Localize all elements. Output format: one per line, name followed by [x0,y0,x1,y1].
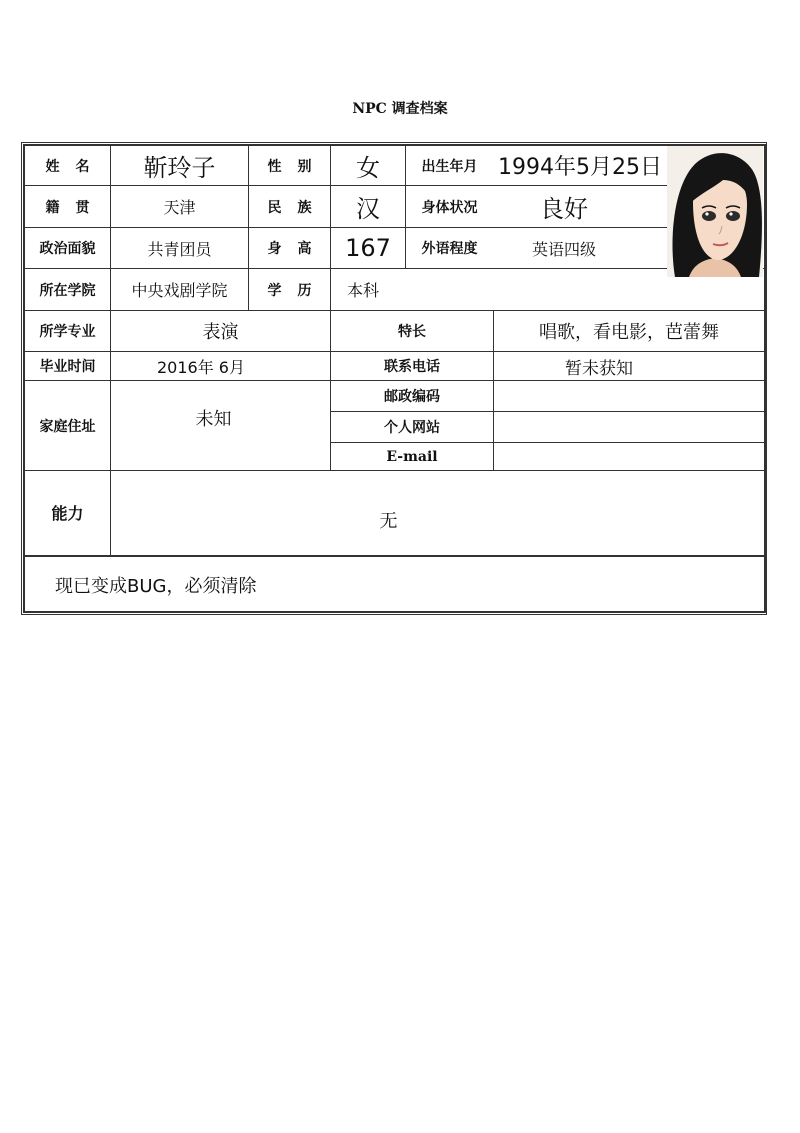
talent-label: 特长 [398,324,426,340]
row-divider [23,555,765,557]
ability-value: 无 [379,511,398,532]
ethnic-value: 汉 [356,195,380,223]
degree-label: 学历 [267,282,328,299]
website-label: 个人网站 [384,420,440,436]
political-value: 共青团员 [147,239,212,259]
degree-value: 本科 [347,281,380,300]
column-divider [764,144,766,613]
major-value: 表演 [202,322,239,343]
ethnic-label: 民族 [267,199,328,216]
ability-label: 能力 [51,504,84,523]
phone-label: 联系电话 [384,359,440,375]
language-value: 英语四级 [531,239,596,259]
grad-value: 2016年 6月 [157,357,245,377]
origin-value: 天津 [163,198,196,217]
portrait-photo [667,146,763,277]
address-label: 家庭住址 [39,418,96,435]
name-label: 姓名 [45,158,106,175]
height-label: 身高 [267,241,328,257]
gender-value: 女 [356,154,380,182]
address-value: 未知 [195,409,232,430]
height-value: 167 [345,234,391,262]
website-value [494,412,764,442]
major-label: 所学专业 [39,324,96,340]
anime-girl-portrait-icon [667,146,763,277]
health-value: 良好 [540,195,588,223]
gender-label: 性别 [267,158,328,175]
row-divider [23,611,765,613]
postcode-value [494,381,764,411]
name-value: 靳玲子 [143,154,216,182]
document-title: NPC 调查档案 [352,101,448,117]
note-text: 现已变成BUG，必须清除 [55,576,257,597]
email-label: E-mail [386,448,438,465]
political-label: 政治面貌 [39,241,96,257]
origin-label: 籍贯 [45,199,106,216]
postcode-label: 邮政编码 [384,389,440,405]
email-value [494,443,764,470]
birth-label: 出生年月 [421,158,478,175]
talent-value: 唱歌，看电影，芭蕾舞 [539,322,719,343]
row-divider [23,470,765,471]
language-label: 外语程度 [421,241,478,257]
grad-label: 毕业时间 [39,359,96,375]
school-label: 所在学院 [39,282,96,299]
birth-value: 1994年5月25日 [498,155,662,180]
phone-value: 暂未获知 [565,358,633,379]
health-label: 身体状况 [421,199,478,216]
school-value: 中央戏剧学院 [131,281,228,300]
